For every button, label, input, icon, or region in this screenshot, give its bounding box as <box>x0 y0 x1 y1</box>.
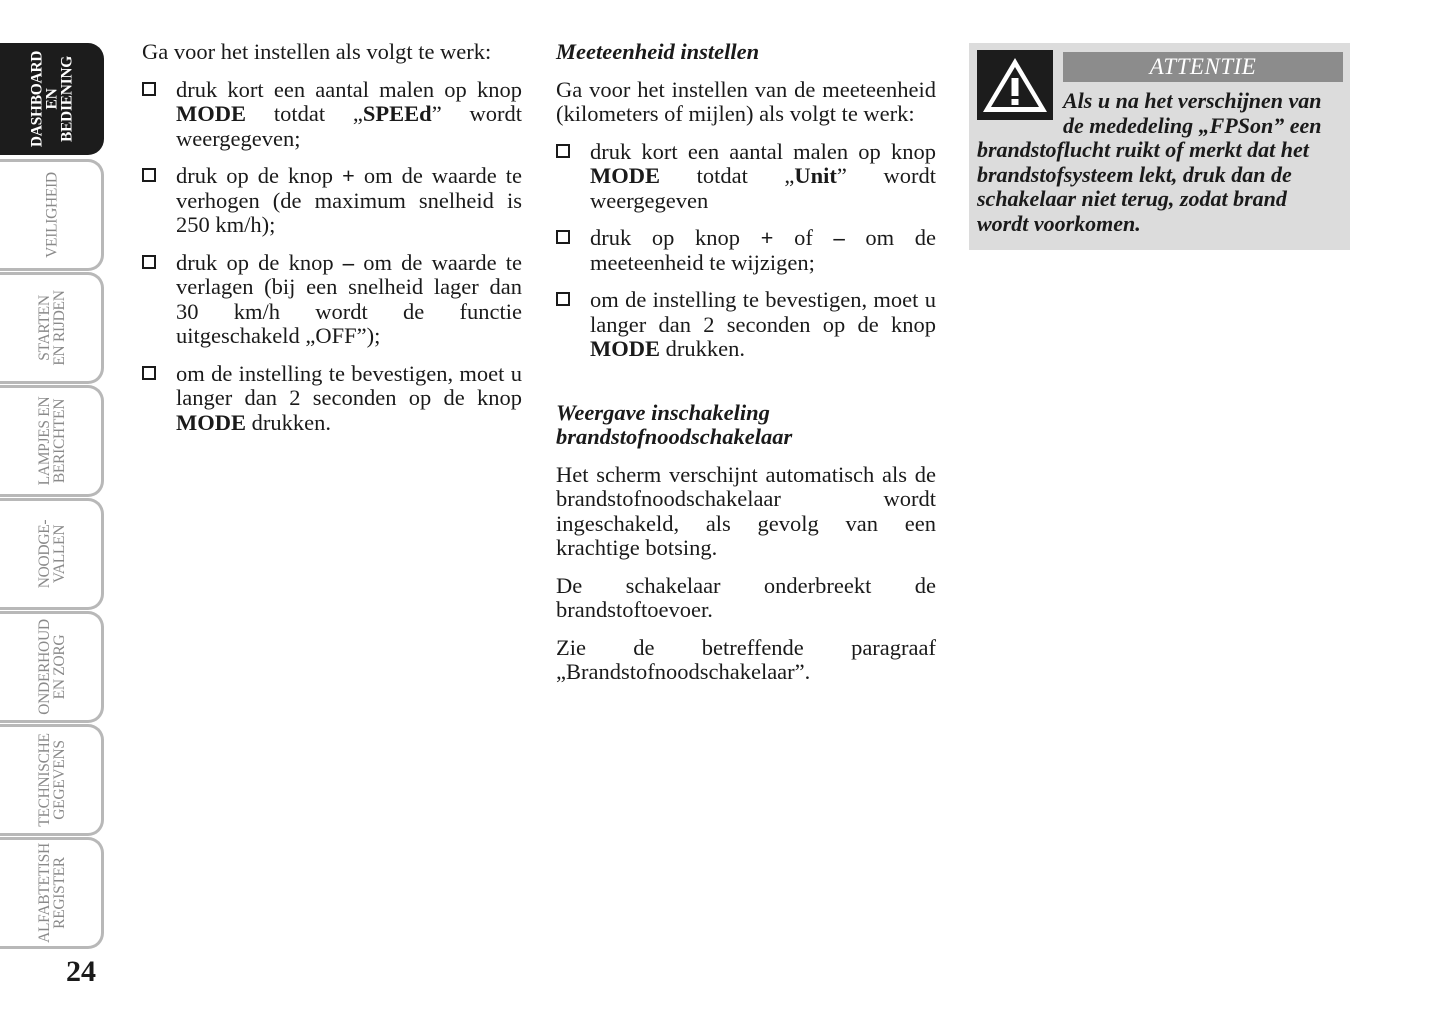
instruction-list <box>556 140 936 362</box>
intro-text: Ga voor het instellen van de meeteenheid (kilometers of mijlen) als volgt te werk: <box>556 76 936 126</box>
checkbox-bullet-icon <box>556 292 570 306</box>
instruction-list <box>142 78 522 436</box>
checkbox-bullet-icon <box>142 168 156 182</box>
list-item: om de instelling te bevestigen, moet u langer dan 2 seconden op de knop MODE drukken. <box>556 288 936 362</box>
tab-label: TECHNISCHE GEGEVENS <box>36 733 68 827</box>
list-item: druk op knop + of – om de meeteenheid te wijzigen; <box>556 226 936 275</box>
paragraph: Zie de betreffende paragraaf „Brandstofnoodschakelaar”. <box>556 634 936 684</box>
list-item: om de instelling te bevestigen, moet u langer dan 2 seconden op de knop MODE drukken. <box>142 362 522 436</box>
list-item: druk kort een aantal malen op knop MODE totdat „SPEEd” wordt weergegeven; <box>142 78 522 152</box>
list-item: druk op de knop – om de waarde te verlagen (bij een snelheid lager dan 30 km/h wordt de functie uitgeschakeld „OFF”); <box>142 251 522 349</box>
tab-starten-en-rijden[interactable] <box>0 272 104 384</box>
list-item: druk op de knop + om de waarde te verhogen (de maximum snelheid is 250 km/h); <box>142 164 522 238</box>
page-number: 24 <box>66 955 96 988</box>
tab-label: NOODGE- VALLEN <box>36 519 68 589</box>
warning-title: ATTENTIE <box>1063 52 1343 82</box>
tab-label: ALFABTETISH REGISTER <box>36 843 68 943</box>
tab-label: VEILIGHEID <box>43 172 61 258</box>
intro-text: Ga voor het instellen als volgt te werk: <box>142 39 492 64</box>
paragraph: De schakelaar onderbreekt de brandstoftoevoer. <box>556 572 936 622</box>
tab-technische-gegevens[interactable] <box>0 724 104 836</box>
checkbox-bullet-icon <box>556 144 570 158</box>
warning-text: Als u na het verschijnen van de mededeling „FPSon” een brandstoflucht ruikt of merkt dat het brandstofsysteem lekt, druk dan de schakelaar niet terug, zodat brand wordt voorkomen. <box>977 88 1322 236</box>
list-item: druk kort een aantal malen op knop MODE totdat „Unit” wordt weergegeven <box>556 140 936 214</box>
section-heading: Meeteenheid instellen <box>556 39 760 64</box>
column-left <box>142 40 522 448</box>
section-heading: Weergave inschakeling brandstofnoodschakelaar <box>556 399 793 449</box>
tab-alfabetisch-register[interactable] <box>0 837 104 949</box>
checkbox-bullet-icon <box>556 230 570 244</box>
tab-dashboard-en-bediening[interactable] <box>0 43 104 155</box>
column-middle <box>556 40 936 698</box>
checkbox-bullet-icon <box>142 255 156 269</box>
tab-noodgevallen[interactable] <box>0 498 104 610</box>
tab-label: DASHBOARD EN BEDIENING <box>28 50 76 148</box>
tab-onderhoud-en-zorg[interactable] <box>0 611 104 723</box>
warning-box <box>969 43 1350 250</box>
tab-label: LAMPJES EN BERICHTEN <box>36 396 68 486</box>
tab-lampjes-en-berichten[interactable] <box>0 385 104 497</box>
checkbox-bullet-icon <box>142 82 156 96</box>
paragraph: Het scherm verschijnt automatisch als de brandstofnoodschakelaar wordt ingeschakeld, als gevolg van een krachtige botsing. <box>556 461 936 560</box>
tab-veiligheid[interactable] <box>0 159 104 271</box>
tab-label: STARTEN EN RIJDEN <box>36 290 68 366</box>
checkbox-bullet-icon <box>142 366 156 380</box>
tab-label: ONDERHOUD EN ZORG <box>36 619 68 715</box>
